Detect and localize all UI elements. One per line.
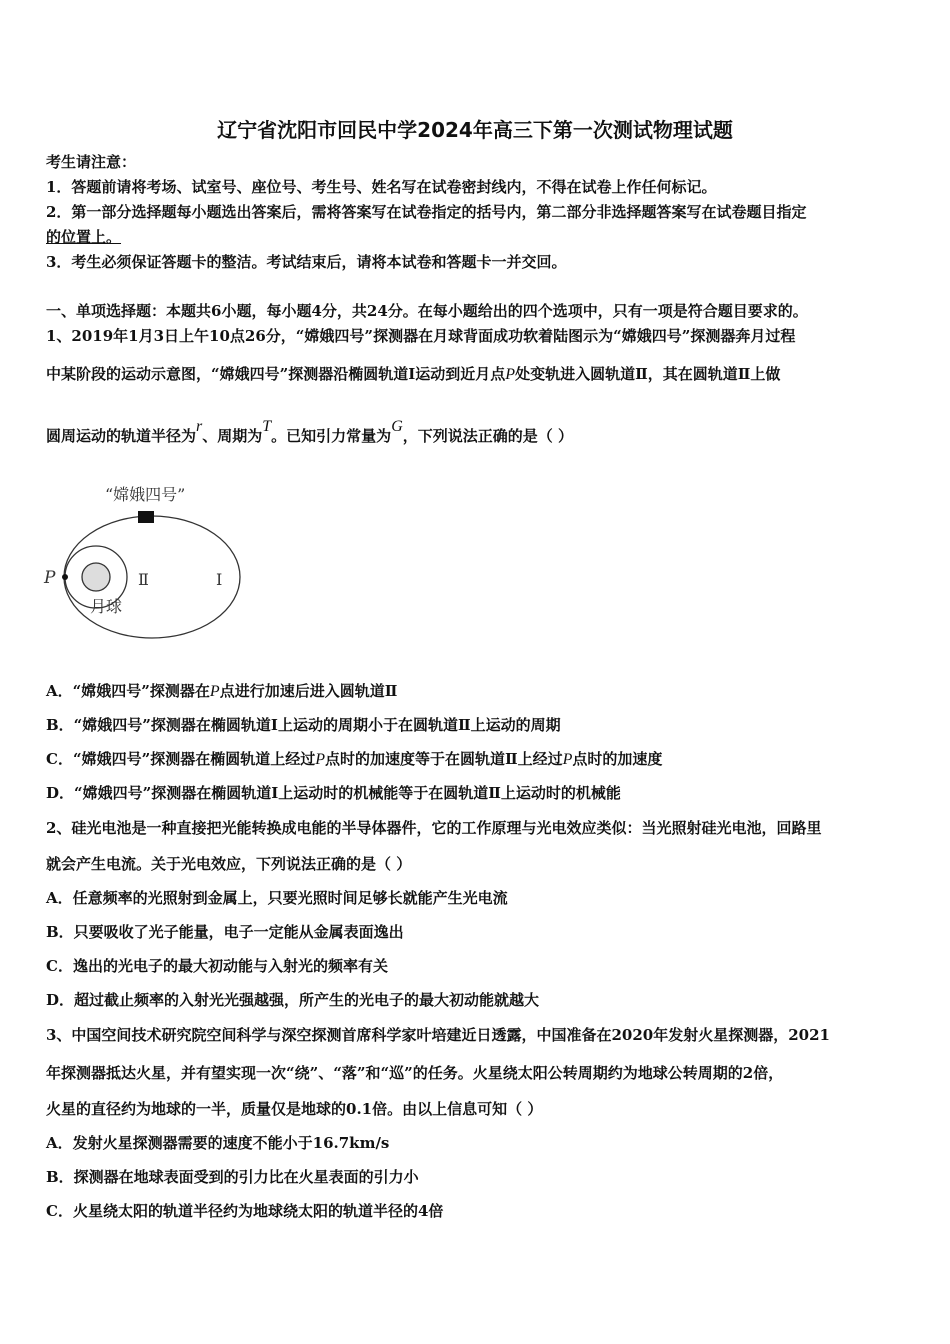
var-p: P [562,751,573,768]
q1-line-3c: 。已知引力常量为 [271,427,392,445]
probe-icon [138,511,154,523]
notice-item-3: 3．考生必须保证答题卡的整洁。考试结束后，请将本试卷和答题卡一并交回。 [46,253,567,271]
q2-line-1: 2、硅光电池是一种直接把光能转换成电能的半导体器件，它的工作原理与光电效应类似：当光照射硅光电池，回路里 [46,819,822,837]
notice-heading: 考生请注意： [46,153,137,171]
q2-option-a: A．任意频率的光照射到金属上，只要光照时间足够长就能产生光电流 [46,889,508,907]
q1-option-c-pre: C．“嫦娥四号”探测器在椭圆轨道上经过 [46,750,316,768]
q3-line-2: 年探测器抵达火星，并有望实现一次“绕”、“落”和“巡”的任务。火星绕太阳公转周期约为地球公转周期的2倍， [46,1064,784,1082]
q2-option-d: D．超过截止频率的入射光光强越强，所产生的光电子的最大初动能就越大 [46,991,540,1009]
q1-line-3d: ，下列说法正确的是（ ） [402,427,573,445]
orbit-2-label: Ⅱ [138,570,149,589]
q1-line-3 [46,418,573,447]
q1-option-d: D．“嫦娥四号”探测器在椭圆轨道Ⅰ上运动时的机械能等于在圆轨道Ⅱ上运动时的机械能 [46,784,621,802]
q2-option-b: B．只要吸收了光子能量，电子一定能从金属表面逸出 [46,923,404,941]
section-heading: 一、单项选择题：本题共6小题，每小题4分，共24分。在每小题给出的四个选项中，只有一项是符合题目要求的。 [46,302,808,320]
q1-option-a-post: 点进行加速后进入圆轨道Ⅱ [219,682,398,700]
q1-line-2a: 中某阶段的运动示意图，“嫦娥四号”探测器沿椭圆轨道Ⅰ运动到近月点 [46,365,506,383]
page-title: 辽宁省沈阳市回民中学2024年高三下第一次测试物理试题 [217,118,733,142]
q1-line-2b: 处变轨进入圆轨道Ⅱ，其在圆轨道Ⅱ上做 [515,365,781,383]
notice-item-2-underlined: 的位置上。 [46,228,122,246]
probe-label: “嫦娥四号” [105,485,186,504]
q3-option-b: B．探测器在地球表面受到的引力比在火星表面的引力小 [46,1168,419,1186]
var-g: G [391,418,403,435]
q2-option-c: C．逸出的光电子的最大初动能与入射光的频率有关 [46,957,388,975]
orbit-diagram [40,475,260,650]
q3-option-a: A．发射火星探测器需要的速度不能小于16.7km/s [46,1134,390,1152]
var-p: P [505,366,516,383]
q3-line-1: 3、中国空间技术研究院空间科学与深空探测首席科学家叶培建近日透露，中国准备在2020年发射火星探测器，2021 [46,1026,830,1044]
q1-line-1: 1、2019年1月3日上午10点26分，“嫦娥四号”探测器在月球背面成功软着陆图示为“嫦娥四号”探测器奔月过程 [46,327,796,345]
q1-option-c-post: 点时的加速度 [572,750,663,768]
moon [82,563,110,591]
q3-line-3: 火星的直径约为地球的一半，质量仅是地球的0.1倍。由以上信息可知（ ） [46,1100,543,1118]
moon-label: 月球 [90,597,123,616]
notice-item-1: 1．答题前请将考场、试室号、座位号、考生号、姓名写在试卷密封线内，不得在试卷上作任何标记。 [46,178,717,196]
q1-option-c-mid: 点时的加速度等于在圆轨道Ⅱ上经过 [324,750,563,768]
q1-line-3a: 圆周运动的轨道半径为 [46,427,197,445]
q1-line-3b: 、周期为 [202,427,263,445]
var-t: T [262,418,272,435]
point-p-label: P [44,568,56,588]
point-p-dot [62,574,68,580]
var-p: P [209,683,220,700]
q1-option-a-pre: A．“嫦娥四号”探测器在 [46,682,210,700]
var-r: r [196,418,203,435]
q1-line-2 [46,364,780,385]
notice-item-2: 2．第一部分选择题每小题选出答案后，需将答案写在试卷指定的括号内，第二部分非选择题答案写在试卷题目指定 [46,203,807,221]
orbit-1-label: Ⅰ [216,570,223,589]
q2-line-2: 就会产生电流。关于光电效应，下列说法正确的是（ ） [46,855,412,873]
q1-option-a [46,681,397,702]
q3-option-c: C．火星绕太阳的轨道半径约为地球绕太阳的轨道半径的4倍 [46,1202,444,1220]
q1-option-b: B．“嫦娥四号”探测器在椭圆轨道Ⅰ上运动的周期小于在圆轨道Ⅱ上运动的周期 [46,716,561,734]
var-p: P [315,751,325,768]
q1-option-c [46,749,662,770]
notice-item-2-cont [46,227,121,247]
